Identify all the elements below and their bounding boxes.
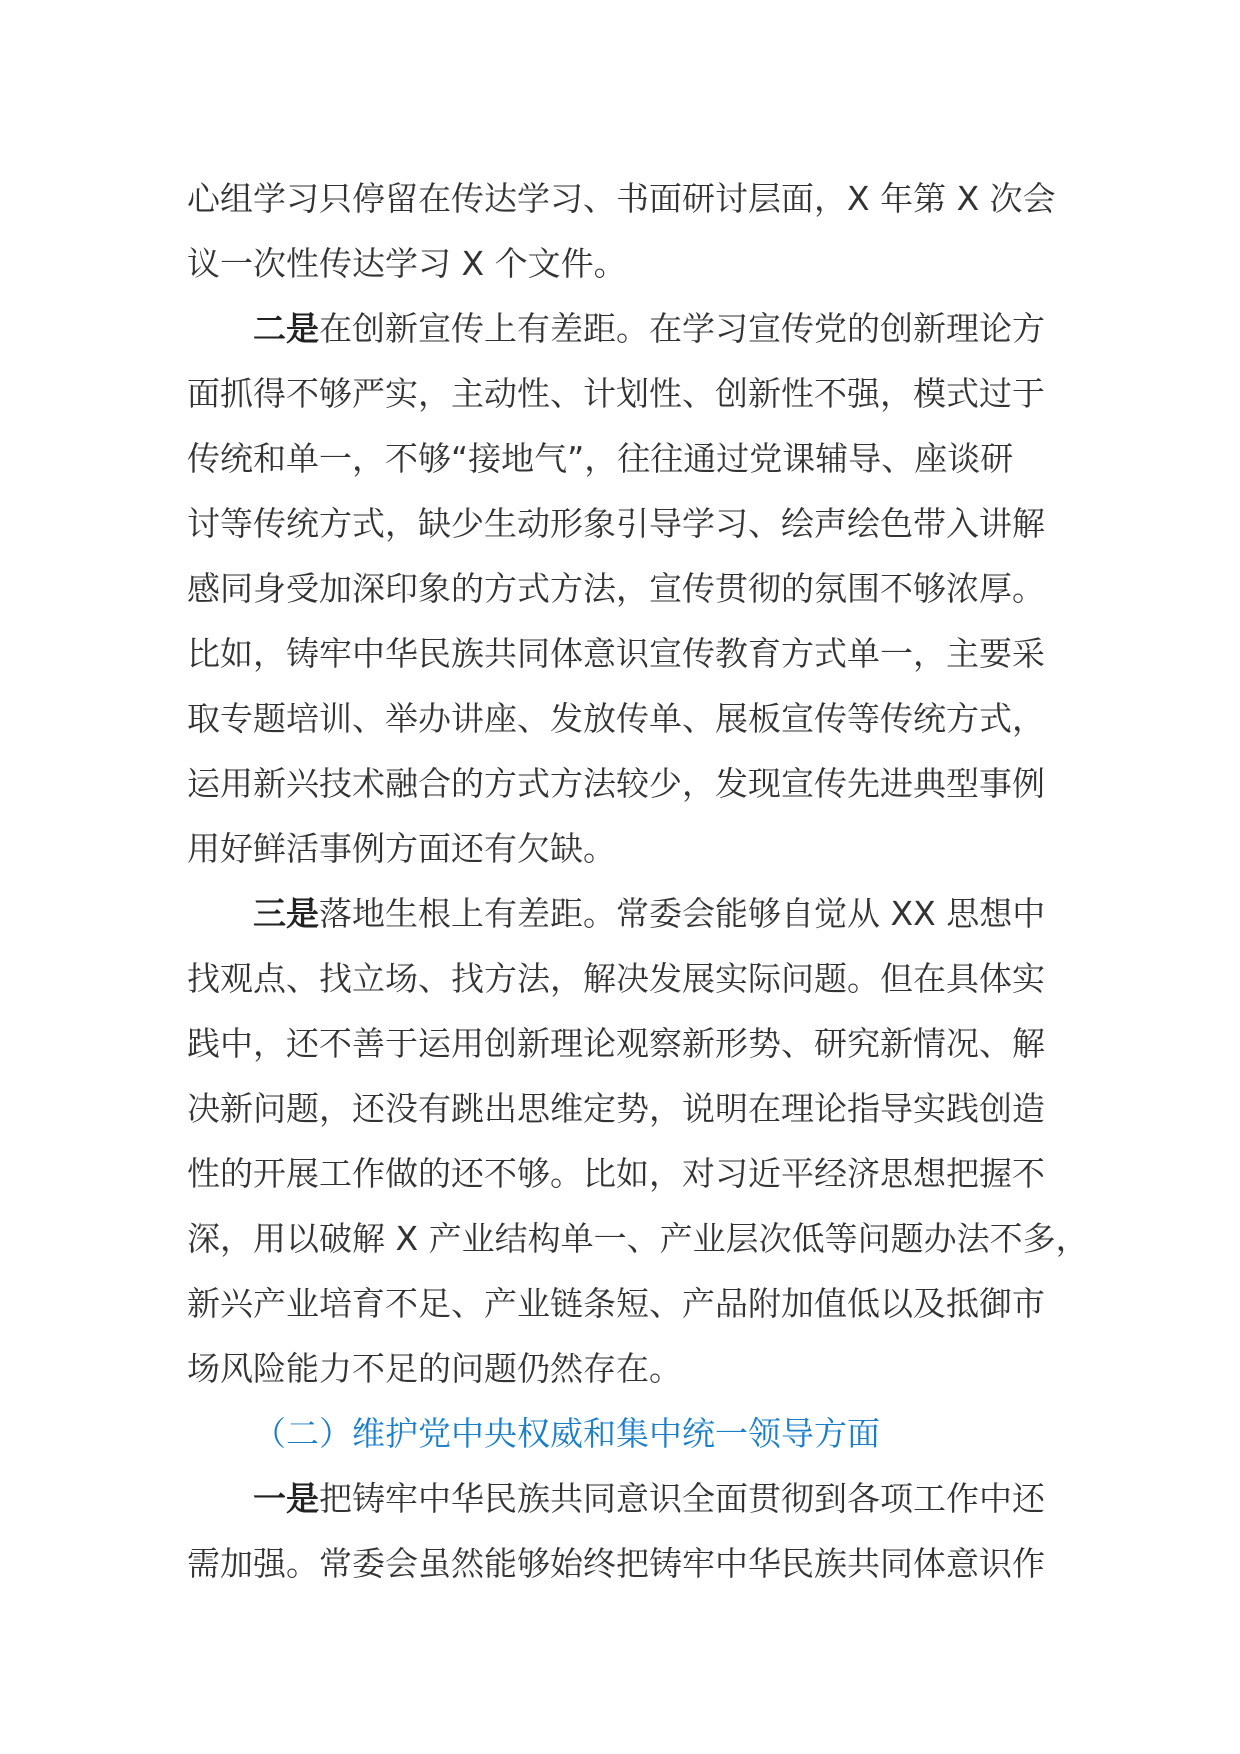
paragraph-start-line bbox=[187, 296, 1067, 361]
line-text: 比如，铸牢中华民族共同体意识宣传教育方式单一，主要采 bbox=[187, 634, 1045, 673]
line-text: 决新问题，还没有跳出思维定势，说明在理论指导实践创造 bbox=[187, 1089, 1045, 1128]
line-text: 传统和单一，不够“接地气”，往往通过党课辅导、座谈研 bbox=[187, 439, 1014, 478]
body-line bbox=[187, 231, 1067, 296]
line-text: 议一次性传达学习 X 个文件。 bbox=[187, 244, 627, 283]
section-heading bbox=[187, 1401, 1067, 1466]
body-line bbox=[187, 816, 1067, 881]
line-text: 用好鲜活事例方面还有欠缺。 bbox=[187, 829, 616, 868]
line-text: 讨等传统方式，缺少生动形象引导学习、绘声绘色带入讲解 bbox=[187, 504, 1045, 543]
line-text: 找观点、找立场、找方法，解决发展实际问题。但在具体实 bbox=[187, 959, 1045, 998]
body-line bbox=[187, 946, 1067, 1011]
body-line bbox=[187, 491, 1067, 556]
line-text: 场风险能力不足的问题仍然存在。 bbox=[187, 1349, 682, 1388]
line-text: 心组学习只停留在传达学习、书面研讨层面，X 年第 X 次会 bbox=[187, 179, 1056, 218]
body-line bbox=[187, 1336, 1067, 1401]
body-line bbox=[187, 1206, 1089, 1271]
body-line bbox=[187, 1271, 1067, 1336]
line-text: 把铸牢中华民族共同意识全面贯彻到各项工作中还 bbox=[319, 1479, 1045, 1518]
body-line bbox=[187, 1141, 1067, 1206]
line-text: 取专题培训、举办讲座、发放传单、展板宣传等传统方式， bbox=[187, 699, 1045, 738]
line-text: 面抓得不够严实，主动性、计划性、创新性不强，模式过于 bbox=[187, 374, 1045, 413]
line-text: 深，用以破解 X 产业结构单一、产业层次低等问题办法不多， bbox=[187, 1219, 1089, 1258]
line-text: 感同身受加深印象的方式方法，宣传贯彻的氛围不够浓厚。 bbox=[187, 569, 1045, 608]
point-lead: 二是 bbox=[253, 309, 319, 348]
line-text: 需加强。常委会虽然能够始终把铸牢中华民族共同体意识作 bbox=[187, 1544, 1045, 1583]
body-line bbox=[187, 686, 1067, 751]
body-line bbox=[187, 361, 1067, 426]
line-text: 落地生根上有差距。常委会能够自觉从 XX 思想中 bbox=[319, 894, 1046, 933]
body-line bbox=[187, 751, 1067, 816]
line-text: 践中，还不善于运用创新理论观察新形势、研究新情况、解 bbox=[187, 1024, 1045, 1063]
point-lead: 一是 bbox=[253, 1479, 319, 1518]
line-text: 新兴产业培育不足、产业链条短、产品附加值低以及抵御市 bbox=[187, 1284, 1045, 1323]
body-line bbox=[187, 1076, 1067, 1141]
document-body bbox=[187, 166, 1089, 1596]
body-line bbox=[187, 1011, 1067, 1076]
point-lead: 三是 bbox=[253, 894, 319, 933]
body-line bbox=[187, 1531, 1067, 1596]
line-text: 运用新兴技术融合的方式方法较少，发现宣传先进典型事例 bbox=[187, 764, 1045, 803]
body-line bbox=[187, 556, 1067, 621]
section-heading-text: （二）维护党中央权威和集中统一领导方面 bbox=[253, 1414, 880, 1453]
paragraph-start-line bbox=[187, 1466, 1067, 1531]
line-text: 在创新宣传上有差距。在学习宣传党的创新理论方 bbox=[319, 309, 1045, 348]
body-line bbox=[187, 166, 1067, 231]
body-line bbox=[187, 621, 1067, 686]
body-line bbox=[187, 426, 1067, 491]
line-text: 性的开展工作做的还不够。比如，对习近平经济思想把握不 bbox=[187, 1154, 1045, 1193]
paragraph-start-line bbox=[187, 881, 1067, 946]
